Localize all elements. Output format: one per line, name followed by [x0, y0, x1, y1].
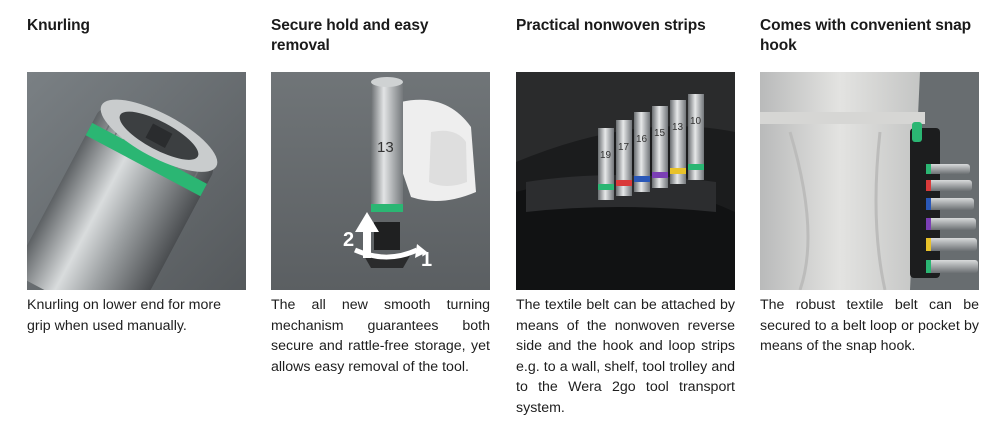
feature-heading: Comes with convenient snap hook	[760, 17, 971, 54]
feature-description: The textile belt can be attached by means of the nonwoven reverse side and the hook and loop strips e.g. to a wall, shelf, tool trolley and to the Wera 2go tool transport system.	[516, 297, 735, 416]
socket-label: 10	[690, 116, 702, 127]
feature-heading: Practical nonwoven strips	[516, 17, 706, 34]
socket-label: 15	[654, 128, 666, 139]
sockets-on-belt-photo	[516, 72, 735, 290]
feature-heading: Knurling	[27, 17, 90, 34]
feature-knurling	[27, 16, 246, 334]
feature-description: Knurling on lower end for more grip when used manually.	[27, 297, 221, 334]
socket-label: 16	[636, 134, 648, 145]
feature-heading: Secure hold and easy removal	[271, 17, 429, 54]
socket-size-label: 13	[377, 139, 394, 156]
socket-removal-photo	[271, 72, 490, 290]
feature-secure-hold	[271, 16, 490, 375]
feature-snap-hook	[760, 16, 979, 354]
socket-label: 13	[672, 122, 684, 133]
belt-on-trousers-photo	[760, 72, 979, 290]
feature-description: The all new smooth turning mechanism guarantees both secure and rattle-free storage, yet allows easy removal of the tool.	[271, 297, 490, 375]
step-2-label: 2	[343, 229, 355, 251]
knurled-socket-photo	[27, 72, 246, 290]
feature-description: The robust textile belt can be secured to a belt loop or pocket by means of the snap hook.	[760, 297, 979, 354]
socket-label: 17	[618, 142, 630, 153]
socket-label: 19	[600, 150, 612, 161]
feature-nonwoven-strips	[516, 16, 735, 416]
step-1-label: 1	[421, 249, 433, 271]
